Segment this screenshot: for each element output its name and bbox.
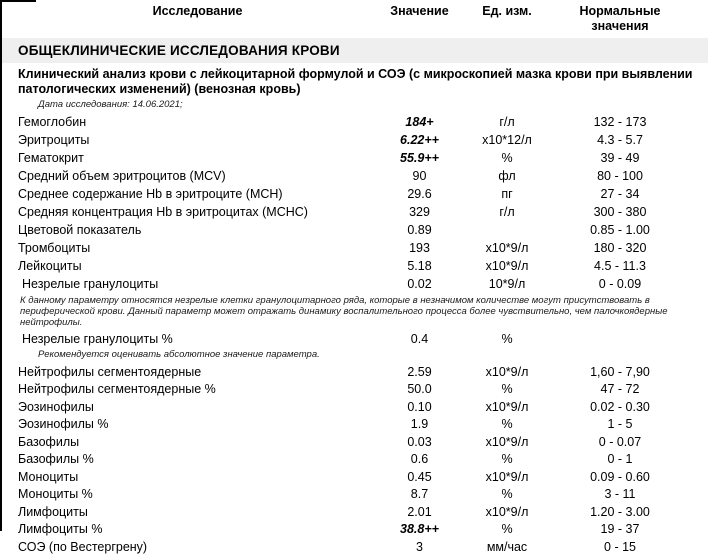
parameter-name: СОЭ (по Вестергрену) xyxy=(18,539,148,554)
table-row xyxy=(0,149,714,167)
parameter-unit: г/л xyxy=(499,115,515,129)
section-title: ОБЩЕКЛИНИЧЕСКИЕ ИССЛЕДОВАНИЯ КРОВИ xyxy=(18,43,340,58)
parameter-value: 3 xyxy=(416,539,423,554)
page-top-border xyxy=(0,0,36,2)
parameter-value: 0.4 xyxy=(410,332,429,346)
parameter-normal-range: 0 - 1 xyxy=(607,452,633,467)
parameter-normal-range: 0 - 0.07 xyxy=(598,434,642,449)
parameter-name: Моноциты % xyxy=(18,487,93,502)
table-row xyxy=(0,185,714,203)
parameter-name: Тромбоциты xyxy=(18,241,91,255)
table-row xyxy=(0,416,714,434)
parameter-value: 90 xyxy=(412,169,427,183)
parameter-normal-range: 27 - 34 xyxy=(600,187,640,201)
parameter-unit: пг xyxy=(501,187,513,201)
parameter-name: Незрелые гранулоциты % xyxy=(22,332,173,346)
table-row xyxy=(0,275,714,293)
parameter-normal-range: 4.5 - 11.3 xyxy=(594,259,646,273)
parameter-unit: % xyxy=(501,151,513,165)
parameter-value: 0.6 xyxy=(410,452,429,467)
table-row xyxy=(0,131,714,149)
parameter-unit: г/л xyxy=(499,205,515,219)
parameter-value: 55.9++ xyxy=(400,151,439,165)
study-date: Дата исследования: 14.06.2021; xyxy=(38,99,183,110)
table-row xyxy=(0,239,714,257)
parameter-name: Эозинофилы % xyxy=(18,417,109,432)
parameter-name: Цветовой показатель xyxy=(18,223,142,237)
parameter-unit: % xyxy=(501,332,513,346)
parameter-unit: x10*9/л xyxy=(485,399,529,414)
parameter-name: Лимфоциты % xyxy=(18,522,103,537)
results-table xyxy=(0,113,714,556)
parameter-unit: x10*12/л xyxy=(482,133,532,147)
parameter-unit: x10*9/л xyxy=(485,434,529,449)
parameter-name: Гемоглобин xyxy=(18,115,87,129)
parameter-unit: % xyxy=(501,417,513,432)
parameter-name: Лимфоциты xyxy=(18,504,88,519)
parameter-name: Моноциты xyxy=(18,469,79,484)
parameter-normal-range: 19 - 37 xyxy=(600,522,640,537)
parameter-unit: фл xyxy=(498,169,516,183)
parameter-unit: x10*9/л xyxy=(485,504,529,519)
parameter-normal-range: 300 - 380 xyxy=(593,205,647,219)
parameter-name: Эозинофилы xyxy=(18,399,94,414)
parameter-value: 1.9 xyxy=(410,417,429,432)
parameter-value: 329 xyxy=(409,205,430,219)
parameter-unit: 10*9/л xyxy=(488,277,526,291)
table-row xyxy=(0,167,714,185)
parameter-unit: x10*9/л xyxy=(485,364,529,379)
parameter-value: 8.7 xyxy=(410,487,429,502)
parameter-value: 29.6 xyxy=(407,187,432,201)
table-header-row xyxy=(0,0,714,34)
parameter-name: Лейкоциты xyxy=(18,259,82,273)
parameter-unit: % xyxy=(501,487,513,502)
parameter-normal-range: 0.85 - 1.00 xyxy=(590,223,650,237)
parameter-normal-range: 47 - 72 xyxy=(600,382,640,397)
table-row xyxy=(0,451,714,469)
table-row xyxy=(0,486,714,504)
column-header-normal xyxy=(552,4,688,34)
parameter-normal-range: 1.20 - 3.00 xyxy=(590,504,650,519)
parameter-normal-range: 0.09 - 0.60 xyxy=(590,469,650,484)
parameter-value: 0.02 xyxy=(407,277,432,291)
parameter-normal-range: 39 - 49 xyxy=(600,151,640,165)
parameter-value: 38.8++ xyxy=(400,522,439,537)
parameter-name: Незрелые гранулоциты xyxy=(22,277,159,291)
table-row xyxy=(0,363,714,381)
table-row xyxy=(0,330,714,348)
table-row xyxy=(0,221,714,239)
parameter-unit: % xyxy=(501,522,513,537)
parameter-value: 0.10 xyxy=(407,399,432,414)
table-row xyxy=(0,398,714,416)
column-header-normal-line2: значения xyxy=(591,19,649,33)
parameter-normal-range: 1,60 - 7,90 xyxy=(590,364,650,379)
column-header-value: Значение xyxy=(390,4,449,18)
table-row xyxy=(0,538,714,556)
parameter-name: Базофилы xyxy=(18,434,80,449)
table-row xyxy=(0,203,714,221)
parameter-unit: мм/час xyxy=(486,539,528,554)
table-row xyxy=(0,468,714,486)
parameter-note: К данному параметру относятся незрелые клетки гранулоцитарного ряда, которые в незначимом количестве могут присутствовать в периферической крови. Данный параметр может отражать динамику воспалительного процесса более чувствительно, чем палочкоядерные нейтрофилы. xyxy=(20,295,668,328)
column-header-normal-line1: Нормальные xyxy=(579,4,661,18)
panel-title: Клинический анализ крови с лейкоцитарной формулой и СОЭ (с микроскопией мазка крови при выявлении патологических изменений) (венозная кровь) xyxy=(18,67,693,96)
parameter-normal-range: 4.3 - 5.7 xyxy=(597,133,643,147)
parameter-normal-range: 3 - 11 xyxy=(604,487,636,502)
parameter-name: Нейтрофилы сегментоядерные xyxy=(18,364,202,379)
parameter-value: 193 xyxy=(409,241,430,255)
parameter-unit: x10*9/л xyxy=(485,241,529,255)
parameter-name: Средний объем эритроцитов (MCV) xyxy=(18,169,226,183)
table-row xyxy=(0,433,714,451)
parameter-name: Средняя концентрация Hb в эритроцитах (MCHC) xyxy=(18,205,308,219)
parameter-name: Нейтрофилы сегментоядерные % xyxy=(18,382,216,397)
parameter-normal-range: 0 - 15 xyxy=(604,539,636,554)
table-row xyxy=(0,113,714,131)
parameter-name: Гематокрит xyxy=(18,151,84,165)
parameter-name: Базофилы % xyxy=(18,452,94,467)
parameter-normal-range: 0.02 - 0.30 xyxy=(590,399,650,414)
column-header-unit: Ед. изм. xyxy=(482,4,532,18)
parameter-value: 6.22++ xyxy=(400,133,439,147)
table-row xyxy=(0,503,714,521)
table-row xyxy=(0,257,714,275)
parameter-unit: x10*9/л xyxy=(485,469,529,484)
parameter-value: 5.18 xyxy=(407,259,432,273)
parameter-normal-range: 132 - 173 xyxy=(593,115,647,129)
parameter-name: Эритроциты xyxy=(18,133,90,147)
parameter-normal-range: 1 - 5 xyxy=(607,417,633,432)
parameter-note: Рекомендуется оценивать абсолютное значение параметра. xyxy=(38,349,320,360)
table-row xyxy=(0,381,714,399)
parameter-name: Среднее содержание Hb в эритроците (MCH) xyxy=(18,187,283,201)
parameter-value: 0.03 xyxy=(407,434,432,449)
parameter-normal-range: 0 - 0.09 xyxy=(598,277,642,291)
parameter-unit: % xyxy=(501,452,513,467)
parameter-value: 2.59 xyxy=(407,364,432,379)
parameter-value: 2.01 xyxy=(407,504,432,519)
column-header-study: Исследование xyxy=(152,4,243,18)
parameter-value: 0.89 xyxy=(407,223,432,237)
parameter-unit: % xyxy=(501,382,513,397)
parameter-unit: x10*9/л xyxy=(485,259,529,273)
parameter-value: 50.0 xyxy=(407,382,432,397)
parameter-normal-range: 80 - 100 xyxy=(597,169,643,183)
table-row xyxy=(0,521,714,539)
parameter-normal-range: 180 - 320 xyxy=(593,241,647,255)
page-left-border xyxy=(0,0,2,531)
parameter-value: 184+ xyxy=(405,115,434,129)
section-band xyxy=(0,38,708,63)
parameter-value: 0.45 xyxy=(407,469,432,484)
